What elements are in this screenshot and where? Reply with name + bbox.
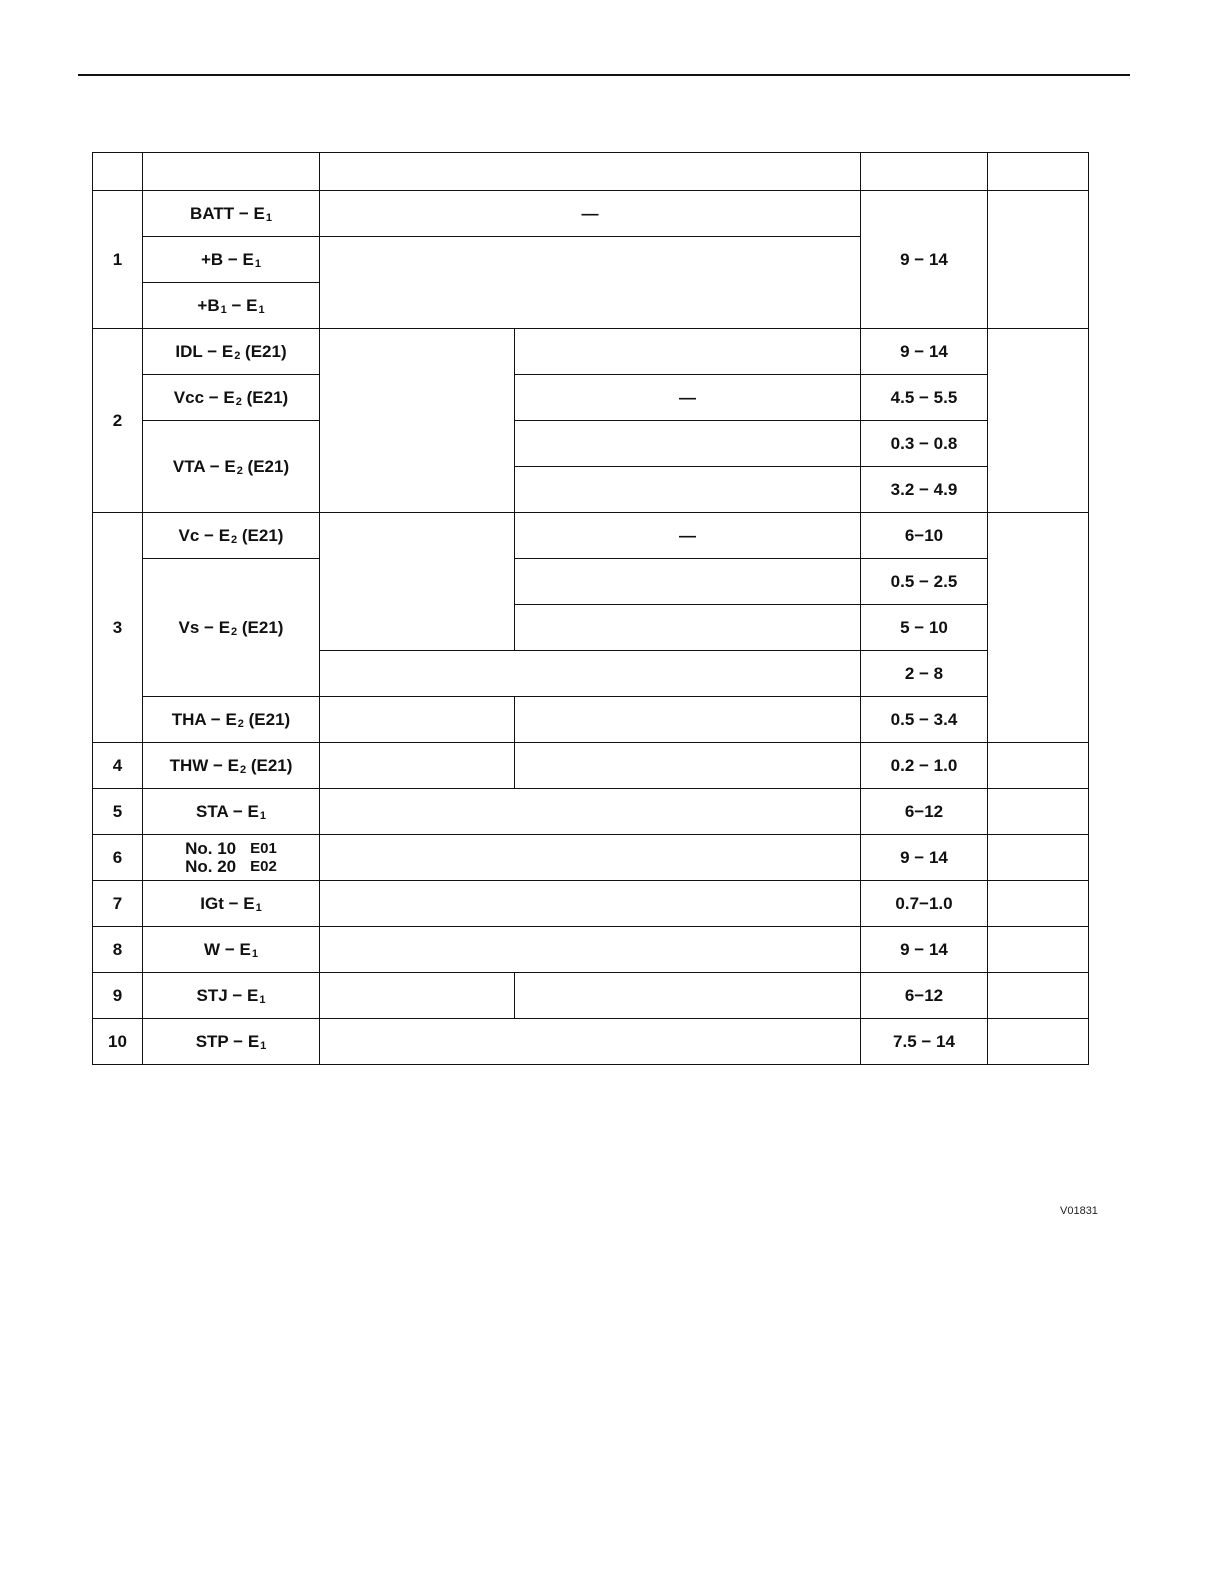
row-no: 6	[93, 835, 143, 881]
condition-detail-cell	[515, 697, 861, 743]
row-no: 2	[93, 329, 143, 513]
terminal-cell: +B1 − E1	[143, 283, 320, 329]
terminal-cell: BATT − E1	[143, 191, 320, 237]
voltage-cell: 9 − 14	[861, 191, 988, 329]
voltage-cell: 0.2 − 1.0	[861, 743, 988, 789]
terminal-cell: IDL − E2 (E21)	[143, 329, 320, 375]
condition-cell	[320, 513, 515, 651]
table-row	[93, 697, 1089, 743]
table-row	[93, 881, 1089, 927]
condition-cell: —	[320, 191, 861, 237]
condition-cell	[320, 881, 861, 927]
table-row	[93, 743, 1089, 789]
voltage-cell: 7.5 − 14	[861, 1019, 988, 1065]
voltage-cell: 0.5 − 2.5	[861, 559, 988, 605]
ref-cell	[988, 927, 1089, 973]
voltage-cell: 9 − 14	[861, 835, 988, 881]
table-header-row	[93, 153, 1089, 191]
ecu-terminal-voltage-table	[92, 152, 1089, 1065]
ref-cell	[988, 973, 1089, 1019]
voltage-cell: 3.2 − 4.9	[861, 467, 988, 513]
condition-detail-cell	[515, 743, 861, 789]
table-row	[93, 191, 1089, 237]
condition-detail-cell: —	[515, 375, 861, 421]
header-terminals	[143, 153, 320, 191]
row-no: 8	[93, 927, 143, 973]
condition-detail-cell	[515, 973, 861, 1019]
voltage-cell: 9 − 14	[861, 927, 988, 973]
row-no: 7	[93, 881, 143, 927]
ref-cell	[988, 835, 1089, 881]
ref-cell	[988, 1019, 1089, 1065]
condition-detail-cell	[515, 559, 861, 605]
condition-cell	[320, 651, 861, 697]
condition-detail-cell: —	[515, 513, 861, 559]
voltage-cell: 4.5 − 5.5	[861, 375, 988, 421]
row-no: 5	[93, 789, 143, 835]
voltage-cell: 0.3 − 0.8	[861, 421, 988, 467]
row-no: 10	[93, 1019, 143, 1065]
terminal-cell: +B − E1	[143, 237, 320, 283]
terminal-cell	[143, 835, 320, 881]
condition-cell	[320, 973, 515, 1019]
header-ref	[988, 153, 1089, 191]
condition-cell	[320, 1019, 861, 1065]
header-no	[93, 153, 143, 191]
voltage-cell: 2 − 8	[861, 651, 988, 697]
terminal-cell: Vc − E2 (E21)	[143, 513, 320, 559]
condition-detail-cell	[515, 605, 861, 651]
voltage-cell: 6−12	[861, 789, 988, 835]
row-no: 3	[93, 513, 143, 743]
terminal-cell: IGt − E1	[143, 881, 320, 927]
ref-cell	[988, 513, 1089, 743]
table-row	[93, 375, 1089, 421]
terminal-cell: W − E1	[143, 927, 320, 973]
condition-cell	[320, 789, 861, 835]
injector-terminals: No. 10 E01 No. 20 E02	[185, 838, 277, 876]
condition-cell	[320, 927, 861, 973]
terminal-cell: Vs − E2 (E21)	[143, 559, 320, 697]
terminal-cell: THA − E2 (E21)	[143, 697, 320, 743]
voltage-cell: 0.5 − 3.4	[861, 697, 988, 743]
table-row	[93, 559, 1089, 605]
ref-cell	[988, 743, 1089, 789]
condition-cell	[320, 329, 515, 513]
header-condition	[320, 153, 861, 191]
ref-cell	[988, 881, 1089, 927]
condition-cell	[320, 743, 515, 789]
ref-cell	[988, 789, 1089, 835]
table-row	[93, 973, 1089, 1019]
row-no: 1	[93, 191, 143, 329]
figure-id: V01831	[1060, 1205, 1098, 1217]
ref-cell	[988, 329, 1089, 513]
condition-detail-cell	[515, 467, 861, 513]
voltage-cell: 6−12	[861, 973, 988, 1019]
condition-cell	[320, 697, 515, 743]
condition-detail-cell	[515, 329, 861, 375]
condition-cell	[320, 835, 861, 881]
voltage-cell: 0.7−1.0	[861, 881, 988, 927]
row-no: 4	[93, 743, 143, 789]
table-row	[93, 421, 1089, 467]
table-row	[93, 329, 1089, 375]
terminal-cell: STJ − E1	[143, 973, 320, 1019]
table-row	[93, 927, 1089, 973]
condition-cell	[320, 237, 861, 329]
header-rule	[78, 74, 1130, 76]
condition-detail-cell	[515, 421, 861, 467]
terminal-cell: VTA − E2 (E21)	[143, 421, 320, 513]
terminal-cell: Vcc − E2 (E21)	[143, 375, 320, 421]
terminal-cell: THW − E2 (E21)	[143, 743, 320, 789]
terminal-cell: STP − E1	[143, 1019, 320, 1065]
table-row	[93, 1019, 1089, 1065]
table-row	[93, 789, 1089, 835]
header-std-voltage	[861, 153, 988, 191]
table-row	[93, 835, 1089, 881]
voltage-cell: 6−10	[861, 513, 988, 559]
table-row	[93, 513, 1089, 559]
voltage-cell: 9 − 14	[861, 329, 988, 375]
ref-cell	[988, 191, 1089, 329]
row-no: 9	[93, 973, 143, 1019]
terminal-cell: STA − E1	[143, 789, 320, 835]
voltage-cell: 5 − 10	[861, 605, 988, 651]
